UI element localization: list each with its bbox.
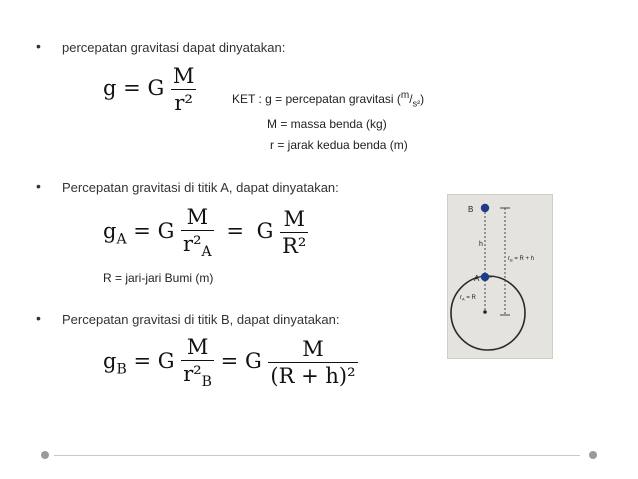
- eq3-den1-sub: B: [201, 374, 212, 391]
- equation-2: [103, 205, 308, 260]
- eq2-lhs: g: [103, 219, 117, 244]
- eq2-fraction-2: [280, 207, 308, 258]
- eq2-equals: =: [133, 219, 151, 244]
- eq3-den1-r: r²: [183, 362, 202, 386]
- label-B: B: [468, 205, 474, 214]
- eq3-equals-2: =: [220, 349, 239, 374]
- eq3-numerator-2: M: [302, 337, 324, 362]
- label-rb: [508, 256, 534, 263]
- label-rb-rhs: = R + h: [512, 256, 535, 262]
- section1-text: percepatan gravitasi dapat dinyatakan:: [62, 40, 286, 55]
- eq3-lhs: g: [103, 349, 117, 374]
- eq2-G: G: [157, 219, 175, 244]
- footer-rule: [54, 455, 580, 456]
- eq2-denominator-2: R²: [282, 234, 307, 259]
- label-ra-sub: A: [462, 296, 465, 302]
- equation-3: [103, 335, 358, 390]
- point-A: [481, 273, 489, 281]
- ket-line-3: r = jarak kedua benda (m): [270, 138, 408, 152]
- ket-line-1: KET : g = percepatan gravitasi $(^m/_{s^2})$: [232, 90, 425, 109]
- earth-circle: [451, 276, 525, 350]
- nav-dot-left: [41, 451, 49, 459]
- earth-diagram: [448, 195, 552, 358]
- label-ra: [460, 295, 477, 302]
- earth-diagram-photo: [447, 194, 553, 359]
- eq3-fraction-1: [181, 335, 214, 390]
- bullet-1: •: [36, 38, 41, 54]
- label-rb-sub: B: [510, 257, 513, 263]
- eq2-fraction-1: [181, 205, 214, 260]
- label-rb-r: r: [508, 256, 510, 262]
- ket-unit-denominator: s²: [412, 98, 421, 109]
- section3-text: Percepatan gravitasi di titik B, dapat dinyatakan:: [62, 312, 340, 327]
- label-h: h: [479, 241, 483, 248]
- eq3-numerator-1: M: [186, 335, 209, 359]
- ket-line-1-end: ): [420, 92, 425, 106]
- section2-note: R = jari-jari Bumi (m): [103, 271, 214, 285]
- eq3-G: G: [157, 349, 175, 374]
- earth-center: [483, 310, 487, 314]
- eq1-equals: =: [123, 76, 141, 100]
- eq1-G: G: [147, 76, 165, 100]
- equation-1: [103, 64, 196, 115]
- ket-line-1-text: KET : g = percepatan gravitasi (: [232, 92, 401, 106]
- eq3-lhs-sub: B: [116, 361, 127, 378]
- label-A: A: [474, 274, 480, 283]
- eq1-fraction: [171, 64, 197, 115]
- eq2-G-2: G: [256, 219, 274, 244]
- point-B: [481, 204, 489, 212]
- eq1-denominator: r²: [171, 89, 197, 115]
- bullet-3: •: [36, 310, 41, 326]
- eq3-denominator-2: (R + h)²: [270, 364, 356, 389]
- eq3-denominator-1: [181, 360, 214, 390]
- eq2-den1-r: r²: [183, 232, 202, 256]
- eq3-equals: =: [133, 349, 152, 374]
- label-ra-rhs: = R: [464, 295, 476, 301]
- section2-text: Percepatan gravitasi di titik A, dapat dinyatakan:: [62, 180, 339, 195]
- eq2-lhs-sub: A: [116, 231, 127, 248]
- nav-dot-right: [589, 451, 597, 459]
- eq1-numerator: M: [172, 64, 195, 88]
- ket-unit-numerator: m: [400, 90, 410, 101]
- eq2-numerator-2: M: [283, 207, 305, 232]
- eq3-fraction-2: [268, 337, 357, 388]
- eq3-G-2: G: [244, 349, 262, 374]
- eq2-den1-sub: A: [201, 244, 212, 261]
- label-ra-r: r: [460, 295, 462, 301]
- eq1-lhs: g: [103, 76, 117, 100]
- eq2-equals-2: =: [226, 219, 244, 244]
- eq2-denominator-1: [181, 230, 214, 260]
- ket-line-2: M = massa benda (kg): [267, 117, 387, 131]
- bullet-2: •: [36, 178, 41, 194]
- eq2-numerator-1: M: [186, 205, 209, 229]
